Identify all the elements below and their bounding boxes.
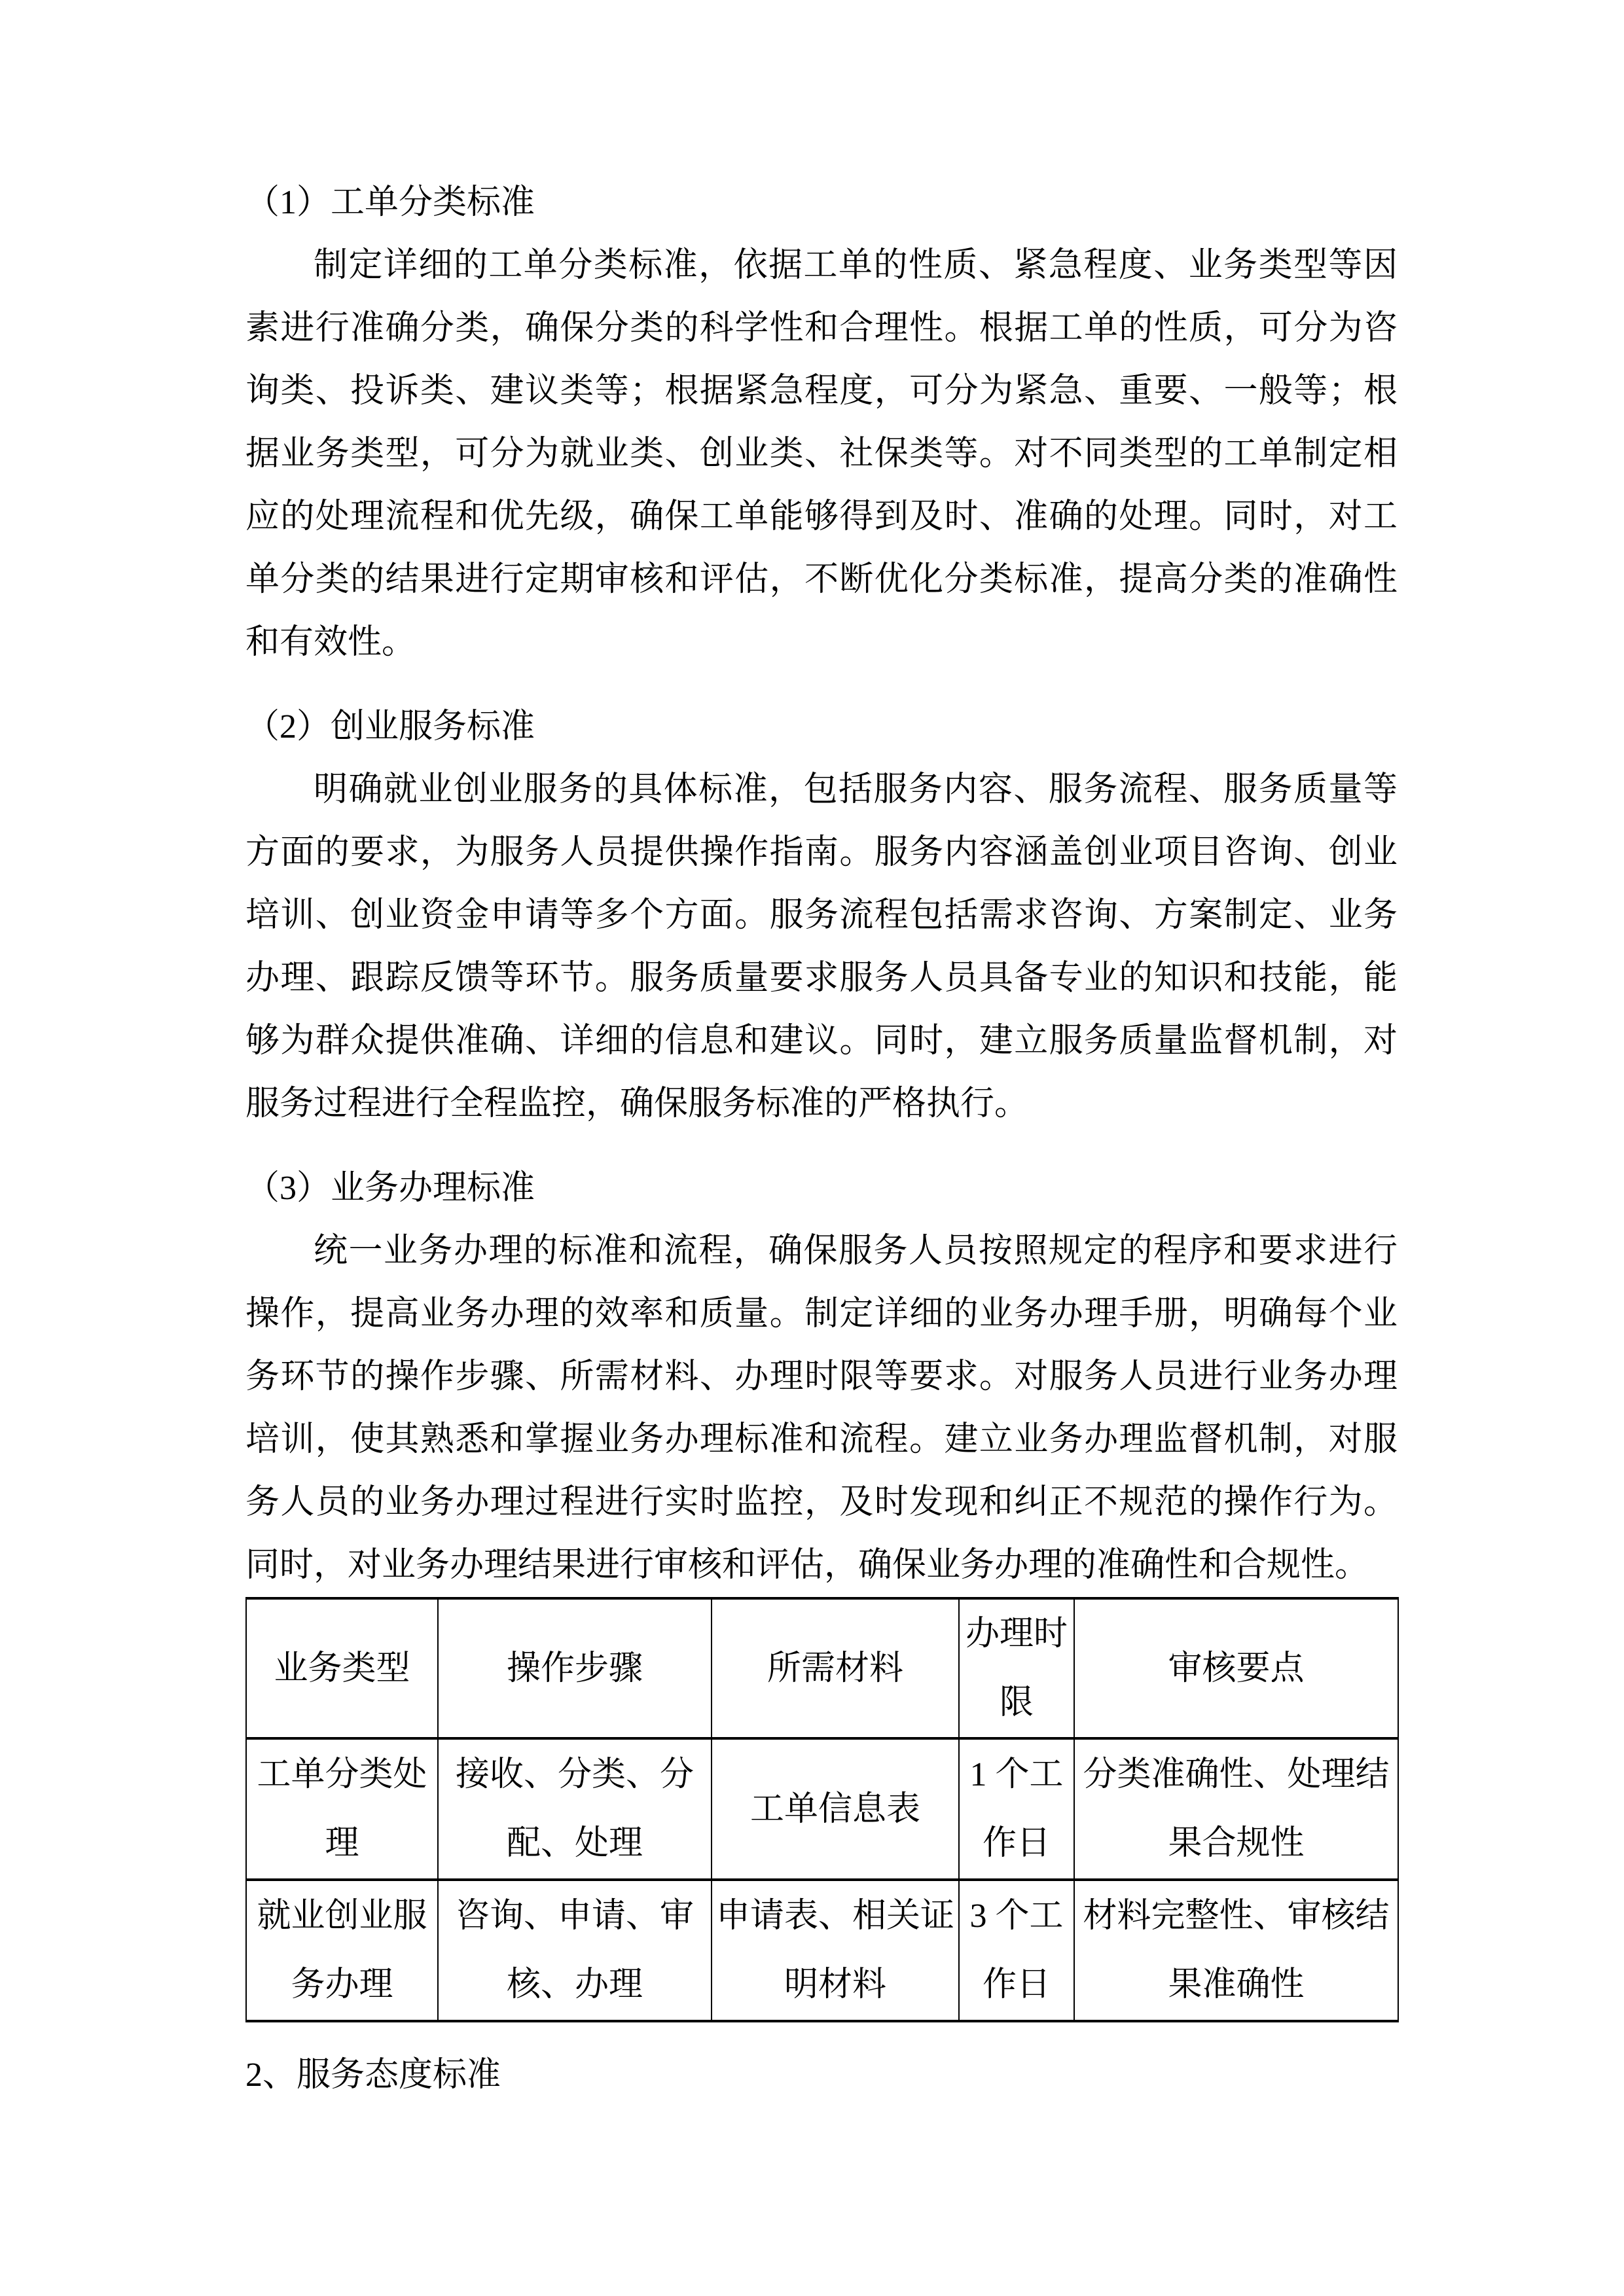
- cell-work-order-time-limit: 1 个工作日: [959, 1738, 1074, 1880]
- cell-work-order-steps: 接收、分类、分配、处理: [438, 1738, 712, 1880]
- cell-employment-materials: 申请表、相关证明材料: [712, 1880, 959, 2021]
- cell-work-order-review: 分类准确性、处理结果合规性: [1074, 1738, 1398, 1880]
- cell-work-order-type: 工单分类处理: [246, 1738, 438, 1880]
- cell-work-order-materials: 工单信息表: [712, 1738, 959, 1880]
- table-row-employment-startup: [246, 1880, 1398, 2021]
- header-cell-review-points: 审核要点: [1074, 1598, 1398, 1738]
- table-row-work-order: [246, 1738, 1398, 1880]
- heading-service-attitude-standard: 2、服务态度标准: [245, 2056, 501, 2094]
- document-content: [245, 171, 1398, 2107]
- paragraph-work-order-classification: 制定详细的工单分类标准，依据工单的性质、紧急程度、业务类型等因素进行准确分类，确保分类的科学性和合理性。根据工单的性质，可分为咨询类、投诉类、建议类等；根据紧急程度，可分为紧急、重要、一般等；根据业务类型，可分为就业类、创业类、社保类等。对不同类型的工单制定相应的处理流程和优先级，确保工单能够得到及时、准确的处理。同时，对工单分类的结果进行定期审核和评估，不断优化分类标准，提高分类的准确性和有效性。: [245, 247, 1398, 661]
- header-cell-required-materials: 所需材料: [712, 1598, 959, 1738]
- cell-employment-review: 材料完整性、审核结果准确性: [1074, 1880, 1398, 2021]
- header-cell-operation-steps: 操作步骤: [438, 1598, 712, 1738]
- heading-business-handling-standard: （3）业务办理标准: [245, 1170, 535, 1207]
- cell-employment-type: 就业创业服务办理: [246, 1880, 438, 2021]
- paragraph-startup-service: 明确就业创业服务的具体标准，包括服务内容、服务流程、服务质量等方面的要求，为服务人员提供操作指南。服务内容涵盖创业项目咨询、创业培训、创业资金申请等多个方面。服务流程包括需求咨询、方案制定、业务办理、跟踪反馈等环节。服务质量要求服务人员具备专业的知识和技能，能够为群众提供准确、详细的信息和建议。同时，建立服务质量监督机制，对服务过程进行全程监控，确保服务标准的严格执行。: [245, 771, 1398, 1122]
- cell-employment-steps: 咨询、申请、审核、办理: [438, 1880, 712, 2021]
- business-standards-table: [245, 1597, 1399, 2022]
- heading-work-order-classification-standard: （1）工单分类标准: [245, 184, 535, 221]
- cell-employment-time-limit: 3 个工作日: [959, 1880, 1074, 2021]
- paragraph-business-handling: 统一业务办理的标准和流程，确保服务人员按照规定的程序和要求进行操作，提高业务办理的效率和质量。制定详细的业务办理手册，明确每个业务环节的操作步骤、所需材料、办理时限等要求。对服务人员进行业务办理培训，使其熟悉和掌握业务办理标准和流程。建立业务办理监督机制，对服务人员的业务办理过程进行实时监控，及时发现和纠正不规范的操作行为。同时，对业务办理结果进行审核和评估，确保业务办理的准确性和合规性。: [245, 1232, 1398, 1584]
- heading-startup-service-standard: （2）创业服务标准: [245, 708, 535, 745]
- header-cell-time-limit: 办理时限: [959, 1598, 1074, 1738]
- table-header-row: [246, 1598, 1398, 1738]
- header-cell-business-type: 业务类型: [246, 1598, 438, 1738]
